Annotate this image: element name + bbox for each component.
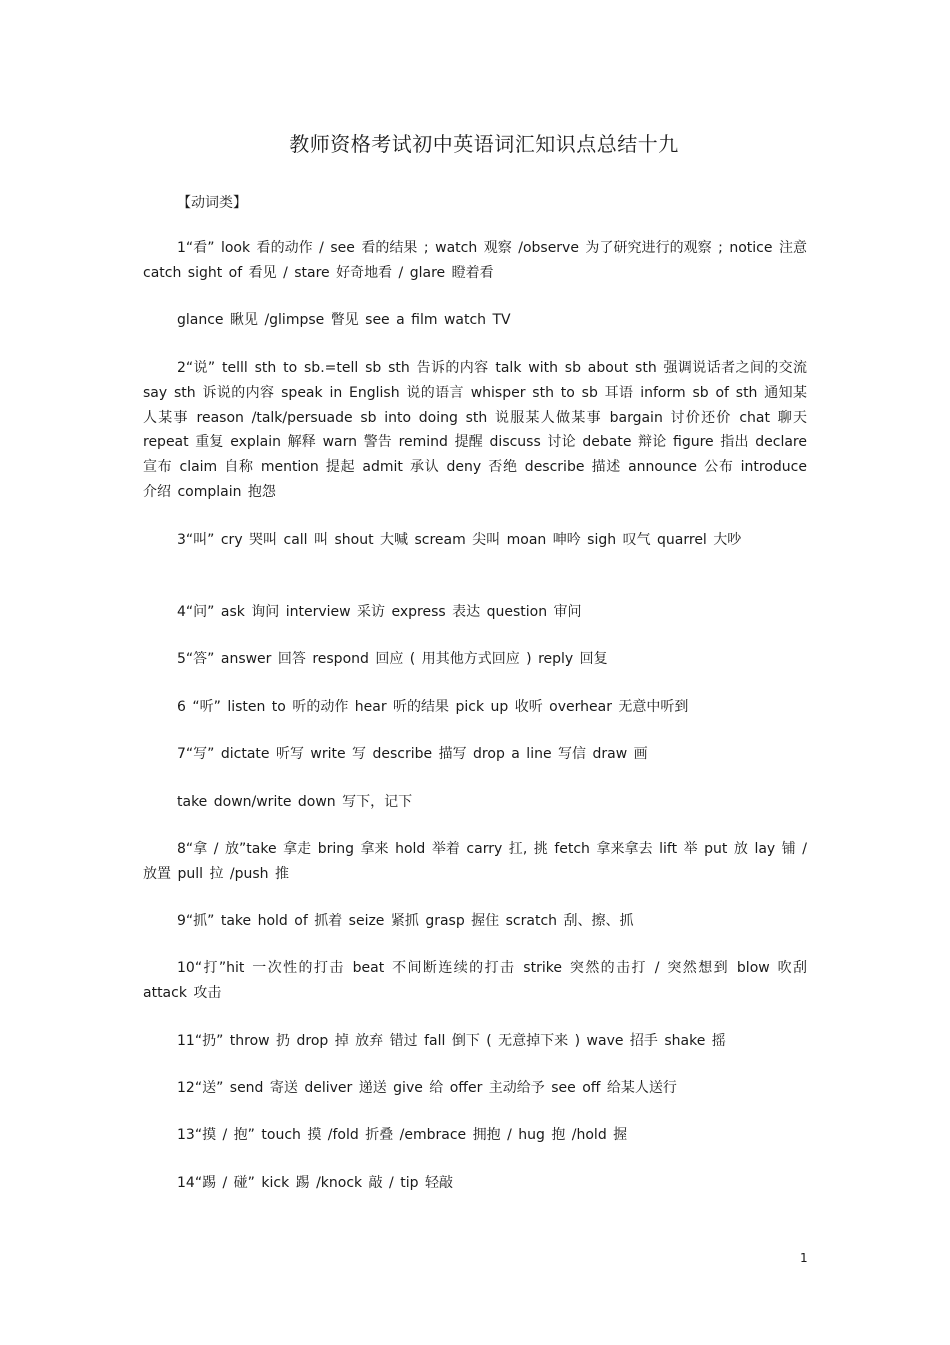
section-heading: 【动词类】	[177, 195, 247, 211]
paragraph-ask: 4“问” ask 询问 interview 采访 express 表达 question 审问	[177, 604, 582, 620]
paragraph-say: 2“说” telll sth to sb.=tell sb sth 告诉的内容 talk with sb about sth 强调说话者之间的交流 say sth 诉说的内容 speak in English 说的语言 whisper sth to sb 耳语 inform sb of sth 通知某人某事 reason /talk/persuade sb into doing sth 说服某人做某事 bargain 讨价还价 chat 聊天 repeat 重复 explain 解释 warn 警告 remind 提醒 discuss 讨论 debate 辩论 figure 指出 declare 宣布 claim 自称 mention 提起 admit 承认 deny 否绝 describe 描述 announce 公布 introduce 介绍 complain 抱怨	[143, 360, 807, 500]
paragraph-throw: 11“扔” throw 扔 drop 掉 放弃 错过 fall 倒下 ( 无意掉下来 ) wave 招手 shake 摇	[177, 1033, 726, 1049]
document-title: 教师资格考试初中英语词汇知识点总结十九	[289, 132, 679, 156]
paragraph-touch: 13“摸 / 抱” touch 摸 /fold 折叠 /embrace 拥抱 / hug 抱 /hold 握	[177, 1127, 628, 1143]
paragraph-send: 12“送” send 寄送 deliver 递送 give 给 offer 主动给予 see off 给某人送行	[177, 1080, 677, 1096]
paragraph-listen: 6 “听” listen to 听的动作 hear 听的结果 pick up 收听 overhear 无意中听到	[177, 699, 689, 715]
page-number: 1	[800, 1251, 808, 1265]
paragraph-look: 1“看” look 看的动作 / see 看的结果 ; watch 观察 /observe 为了研究进行的观察 ; notice 注意 catch sight of 看见 / stare 好奇地看 / glare 瞪着看	[143, 240, 807, 281]
paragraph-cry: 3“叫” cry 哭叫 call 叫 shout 大喊 scream 尖叫 moan 呻吟 sigh 叹气 quarrel 大吵	[177, 532, 742, 548]
paragraph-answer: 5“答” answer 回答 respond 回应 ( 用其他方式回应 ) reply 回复	[177, 651, 608, 667]
paragraph-take-put: 8“拿 / 放”take 拿走 bring 拿来 hold 举着 carry 扛, 挑 fetch 拿来拿去 lift 举 put 放 lay 铺 / 放置 pull 拉 /push 推	[143, 841, 807, 882]
paragraph-glance: glance 瞅见 /glimpse 瞥见 see a film watch TV	[177, 312, 511, 328]
paragraph-kick: 14“踢 / 碰” kick 踢 /knock 敲 / tip 轻敲	[177, 1175, 453, 1191]
paragraph-write: 7“写” dictate 听写 write 写 describe 描写 drop a line 写信 draw 画	[177, 746, 648, 762]
paragraph-hit: 10“打”hit 一次性的打击 beat 不间断连续的打击 strike 突然的击打 / 突然想到 blow 吹刮 attack 攻击	[143, 960, 807, 1001]
paragraph-grab: 9“抓” take hold of 抓着 seize 紧抓 grasp 握住 scratch 刮、擦、抓	[177, 913, 634, 929]
paragraph-take-down: take down/write down 写下，记下	[177, 794, 413, 810]
